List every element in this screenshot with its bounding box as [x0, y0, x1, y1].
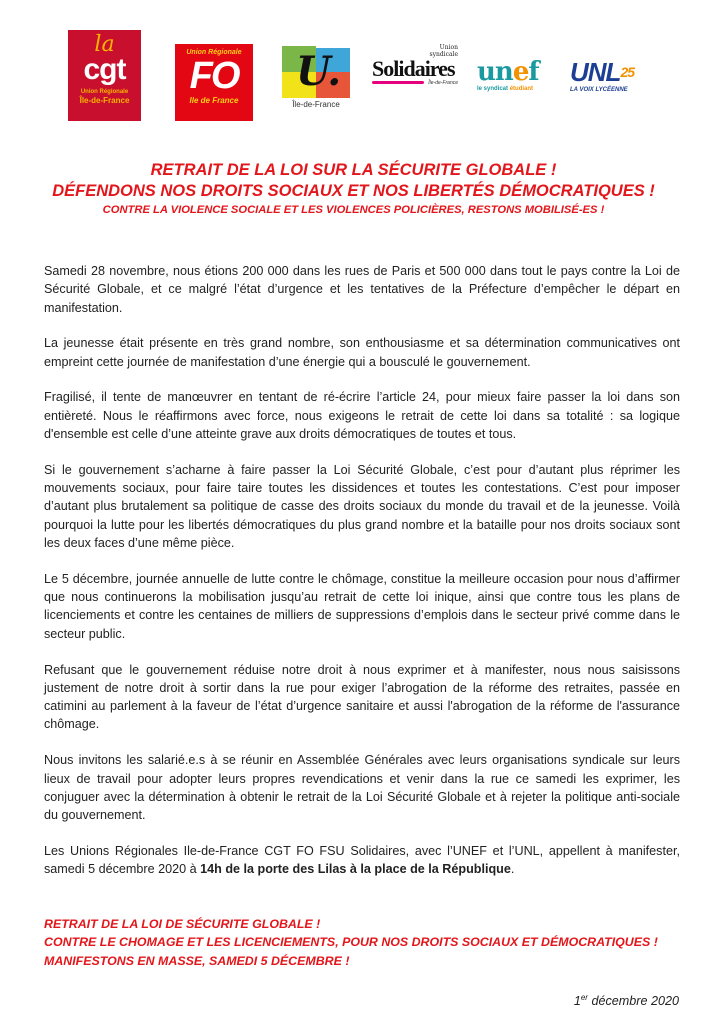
cgt-logo-union: Union Régionale [80, 89, 129, 95]
call-route: 14h de la porte des Lilas à la place de la République [200, 862, 511, 877]
unef-logo-un: un [477, 57, 513, 87]
solidaires-logo-region: Île-de-France [428, 80, 458, 86]
cgt-logo-la: la [94, 32, 115, 57]
fsu-logo-region: Île-de-France [292, 100, 340, 109]
headline [0, 160, 707, 218]
paragraph: Samedi 28 novembre, nous étions 200 000 dans les rues de Paris et 500 000 dans tout le pays contre la Loi de Sécurité Globale, et ce malgré l’état d’urgence et les tentatives de la Préfecture d’empêcher le départ en manifestation. [44, 264, 680, 315]
unef-logo [477, 58, 557, 98]
call-text: Les Unions Régionales Ile-de-France CGT FO FSU Solidaires, avec l’UNEF et l’UNL, appellent à manifester, samedi 5 décembre 2020 à [44, 843, 680, 877]
unef-tagline-a: le syndicat [477, 86, 510, 92]
solidaires-logo-text: Solidaires [372, 56, 455, 81]
paragraph: Le 5 décembre, journée annuelle de lutte contre le chômage, constitue la meilleure occasion pour nous d’affirmer que nous continuerons la mobilisation jusqu’au retrait de cette loi inique, ainsi que contre tous les plans de licenciements et contre les centaines de milliers de suppressions d’emplois dans le secteur privé comme dans le secteur public. [44, 571, 680, 641]
date-rest: décembre 2020 [587, 994, 679, 1009]
paragraph: Nous invitons les salarié.e.s à se réunir en Assemblée Générales avec leurs organisations syndicale sur leurs lieux de travail pour adopter leurs propres revendications et venir dans la rue ce samedi les exprimer, les conjuguer avec la détermination à obtenir le retrait de la Loi Sécurité Globale et à rejeter la politique anti-sociale du gouvernement. [44, 753, 680, 823]
unl-logo-text [570, 58, 650, 86]
headline-line-2: DÉFENDONS NOS DROITS SOCIAUX ET NOS LIBERTÉS DÉMOCRATIQUES ! [52, 182, 655, 200]
fsu-logo-text: U. [296, 48, 342, 95]
fsu-logo-mark [282, 46, 350, 98]
cgt-logo-text: cgt [83, 53, 126, 86]
fo-logo-region: Ile de France [189, 96, 239, 105]
logos-bar [0, 28, 707, 128]
fsu-logo [280, 46, 352, 114]
paragraph: La jeunesse était présente en très grand nombre, son enthousiasme et sa détermination communicatives ont empreint cette journée de manifestation d’une énergie qui a bousculé le gouvernement. [44, 336, 680, 369]
closing-line-3: MANIFESTONS EN MASSE, SAMEDI 5 DÉCEMBRE ! [44, 953, 350, 968]
solidaires-logo-union: Union [439, 44, 458, 51]
document-date [574, 993, 679, 1008]
paragraph: Si le gouvernement s’acharne à faire passer la Loi Sécurité Globale, c’est pour d’autant plus réprimer les mouvements sociaux, pour faire taire toutes les dissidences et toutes les contestations. C’est pour imposer d’autant plus brutalement sa politique de casse des droits sociaux du monde du travail et de la jeunesse. Voilà pourquoi la lutte pour les libertés démocratiques du plus grand nombre et la bataille pour nos droits sociaux sont les deux faces d’une même pièce. [44, 462, 680, 551]
fo-logo-text: FO [189, 55, 239, 97]
unef-logo-text [477, 58, 557, 86]
unef-logo-e: e [512, 57, 529, 87]
cgt-logo-region: Île-de-France [79, 96, 130, 105]
paragraph: Refusant que le gouvernement réduise notre droit à nous exprimer et à manifester, nous nous saisissons justement de notre droit à sortir dans la rue pour exiger l’abrogation de la réforme des retraites, passée en catimini au parlement à la faveur de l’état d’urgence sanitaire et aussi l'abrogation de la réforme de l'assurance chômage. [44, 662, 680, 732]
closing-line-2: CONTRE LE CHOMAGE ET LES LICENCIEMENTS, POUR NOS DROITS SOCIAUX ET DÉMOCRATIQUES ! [44, 935, 658, 950]
closing-line-1: RETRAIT DE LA LOI DE SÉCURITE GLOBALE ! [44, 917, 321, 931]
unef-logo-f: f [528, 57, 539, 87]
unl-logo-letters: UNL [570, 57, 621, 87]
solidaires-logo-syndicale: syndicale [429, 51, 458, 58]
body-text [44, 262, 680, 896]
unl-logo [570, 58, 650, 98]
unef-logo-tagline [477, 86, 557, 93]
date-day: 1 [573, 994, 581, 1009]
headline-subtitle: CONTRE LA VIOLENCE SOCIALE ET LES VIOLENCES POLICIÈRES, RESTONS MOBILISÉ-ES ! [102, 204, 605, 216]
headline-line-1: RETRAIT DE LA LOI SUR LA SÉCURITE GLOBALE ! [150, 161, 557, 179]
call-end: . [510, 862, 515, 877]
unl-logo-tagline: LA VOIX LYCÉENNE [570, 87, 628, 93]
unl-trumpet-icon: 25 [620, 64, 635, 80]
closing-slogans [44, 915, 684, 970]
cgt-logo [68, 30, 141, 121]
fo-logo [175, 44, 253, 121]
unef-tagline-b: étudiant [509, 86, 534, 92]
paragraph: Fragilisé, il tente de manœuvrer en tentant de ré-écrire l’article 24, pour mieux faire passer la loi dans son entièreté. Nous le réaffirmons avec force, nous exigeons le retrait de cette loi dans sa totalité : sa logique d'ensemble est celle d’une atteinte grave aux droits démocratiques de toutes et tous. [44, 390, 680, 442]
fo-logo-union: Union Régionale [186, 49, 242, 56]
solidaires-logo [372, 44, 462, 104]
date-ordinal: er [580, 993, 588, 1002]
call-to-action-paragraph [44, 842, 680, 879]
